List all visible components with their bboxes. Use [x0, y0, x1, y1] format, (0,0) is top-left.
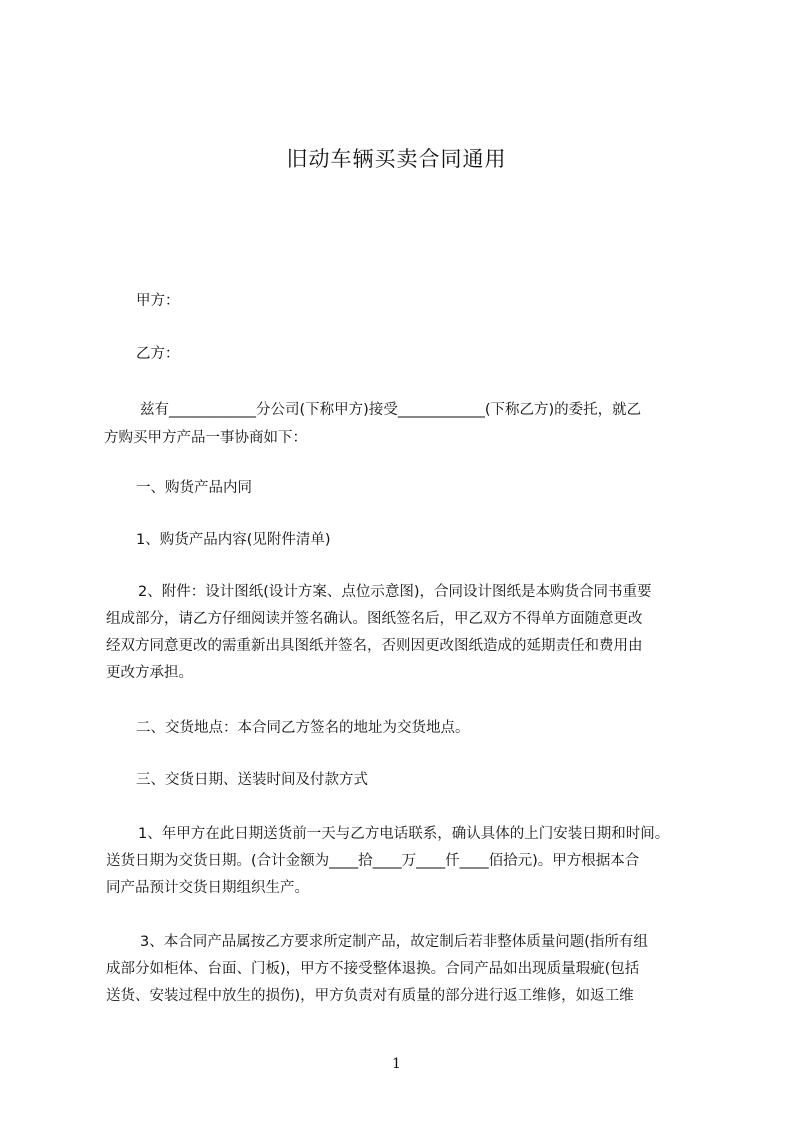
intro-line-1: 兹有____________分公司(下称甲方)接受____________(下称乙方)的委托，就乙: [140, 402, 642, 418]
item-3-1-line-3: 同产品预计交货日期组织生产。: [106, 880, 309, 896]
section-1-heading: 一、购货产品内同: [136, 480, 252, 496]
item-3-3-line-3: 送货、安装过程中放生的损伤)，甲方负责对有质量的部分进行返工维修，如返工维: [106, 988, 634, 1004]
intro-line-2: 方购买甲方产品一事协商如下：: [104, 430, 307, 446]
item-3-1-line-1: 1、年甲方在此日期送货前一天与乙方电话联系，确认具体的上门安装日期和时间。: [138, 826, 670, 842]
section-2: 二、交货地点：本合同乙方签名的地址为交货地点。: [136, 720, 470, 736]
item-1-2-line-1: 2、附件：设计图纸(设计方案、点位示意图)，合同设计图纸是本购货合同书重要: [138, 584, 652, 600]
section-3-heading: 三、交货日期、送装时间及付款方式: [136, 772, 368, 788]
item-1-1: 1、购货产品内容(见附件清单): [136, 532, 331, 548]
item-3-3-line-2: 成部分如柜体、台面、门板)，甲方不接受整体退换。合同产品如出现质量瑕疵(包括: [106, 961, 640, 977]
party-a-label: 甲方：: [136, 293, 180, 309]
item-3-3-line-1: 3、本合同产品属按乙方要求所定制产品，故定制后若非整体质量问题(指所有组: [140, 934, 648, 950]
page-number: 1: [392, 1056, 401, 1072]
document-title: 旧动车辆买卖合同通用: [286, 147, 507, 171]
party-b-label: 乙方：: [136, 346, 180, 362]
item-1-2-line-3: 经双方同意更改的需重新出具图纸并签名，否则因更改图纸造成的延期责任和费用由: [106, 638, 643, 654]
item-1-2-line-4: 更改方承担。: [106, 665, 193, 681]
item-1-2-line-2: 组成部分，请乙方仔细阅读并签名确认。图纸签名后，甲乙双方不得单方面随意更改: [106, 611, 643, 627]
item-3-1-line-2: 送货日期为交货日期。(合计金额为____拾____万____仟____佰拾元)。甲方根据本合: [106, 853, 640, 869]
